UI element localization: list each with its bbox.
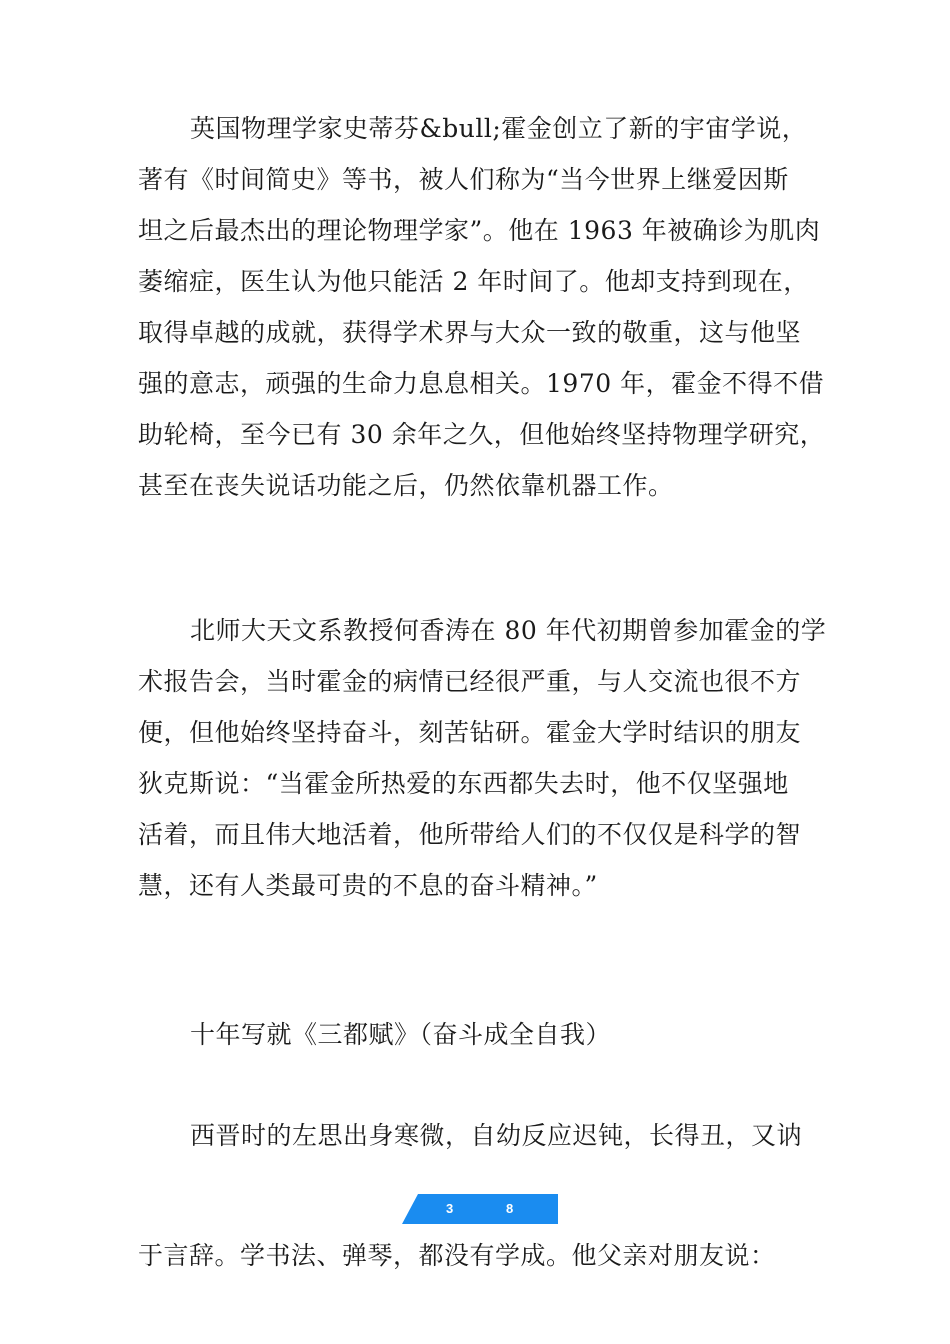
- paragraph-zuo-si-continued: [138, 1230, 818, 1281]
- paragraph-hawking: [138, 103, 826, 511]
- paragraph-line: 术报告会，当时霍金的病情已经很严重，与人交流也很不方: [138, 667, 802, 696]
- section-heading: [138, 1009, 818, 1060]
- page-badge-shape: [402, 1194, 558, 1224]
- paragraph-line: 著有《时间简史》等书，被人们称为“当今世界上继爱因斯: [138, 165, 789, 194]
- paragraph-line: 英国物理学家史蒂芬&bull;霍金创立了新的宇宙学说，: [190, 114, 808, 143]
- paragraph-line: 强的意志，顽强的生命力息息相关。1970 年，霍金不得不借: [138, 369, 825, 398]
- paragraph-line: 便，但他始终坚持奋斗，刻苦钻研。霍金大学时结识的朋友: [138, 718, 802, 747]
- page-number-badge: [402, 1194, 558, 1224]
- paragraph-line: 助轮椅，至今已有 30 余年之久，但他始终坚持物理学研究，: [138, 420, 826, 449]
- paragraph-line: 北师大天文系教授何香涛在 80 年代初期曾参加霍金的学: [190, 616, 827, 645]
- paragraph-line: 于言辞。学书法、弹琴，都没有学成。他父亲对朋友说：: [138, 1241, 776, 1270]
- paragraph-line: 狄克斯说：“当霍金所热爱的东西都失去时，他不仅坚强地: [138, 769, 789, 798]
- paragraph-line: 活着，而且伟大地活着，他所带给人们的不仅仅是科学的智: [138, 820, 802, 849]
- heading-line: 十年写就《三都赋》（奋斗成全自我）: [190, 1020, 612, 1049]
- paragraph-line: 慧，还有人类最可贵的不息的奋斗精神。”: [138, 871, 598, 900]
- paragraph-line: 西晋时的左思出身寒微，自幼反应迟钝，长得丑，又讷: [190, 1121, 803, 1150]
- paragraph-zuo-si: [138, 1110, 818, 1161]
- paragraph-line: 坦之后最杰出的理论物理学家”。他在 1963 年被确诊为肌肉: [138, 216, 821, 245]
- paragraph-line: 取得卓越的成就，获得学术界与大众一致的敬重，这与他坚: [138, 318, 802, 347]
- page-number-right: 8: [506, 1201, 514, 1216]
- paragraph-line: 甚至在丧失说话功能之后，仍然依靠机器工作。: [138, 471, 674, 500]
- paragraph-he-xiangtao: [138, 605, 827, 911]
- paragraph-line: 萎缩症，医生认为他只能活 2 年时间了。他却支持到现在，: [138, 267, 809, 296]
- page-number-left: 3: [446, 1201, 454, 1216]
